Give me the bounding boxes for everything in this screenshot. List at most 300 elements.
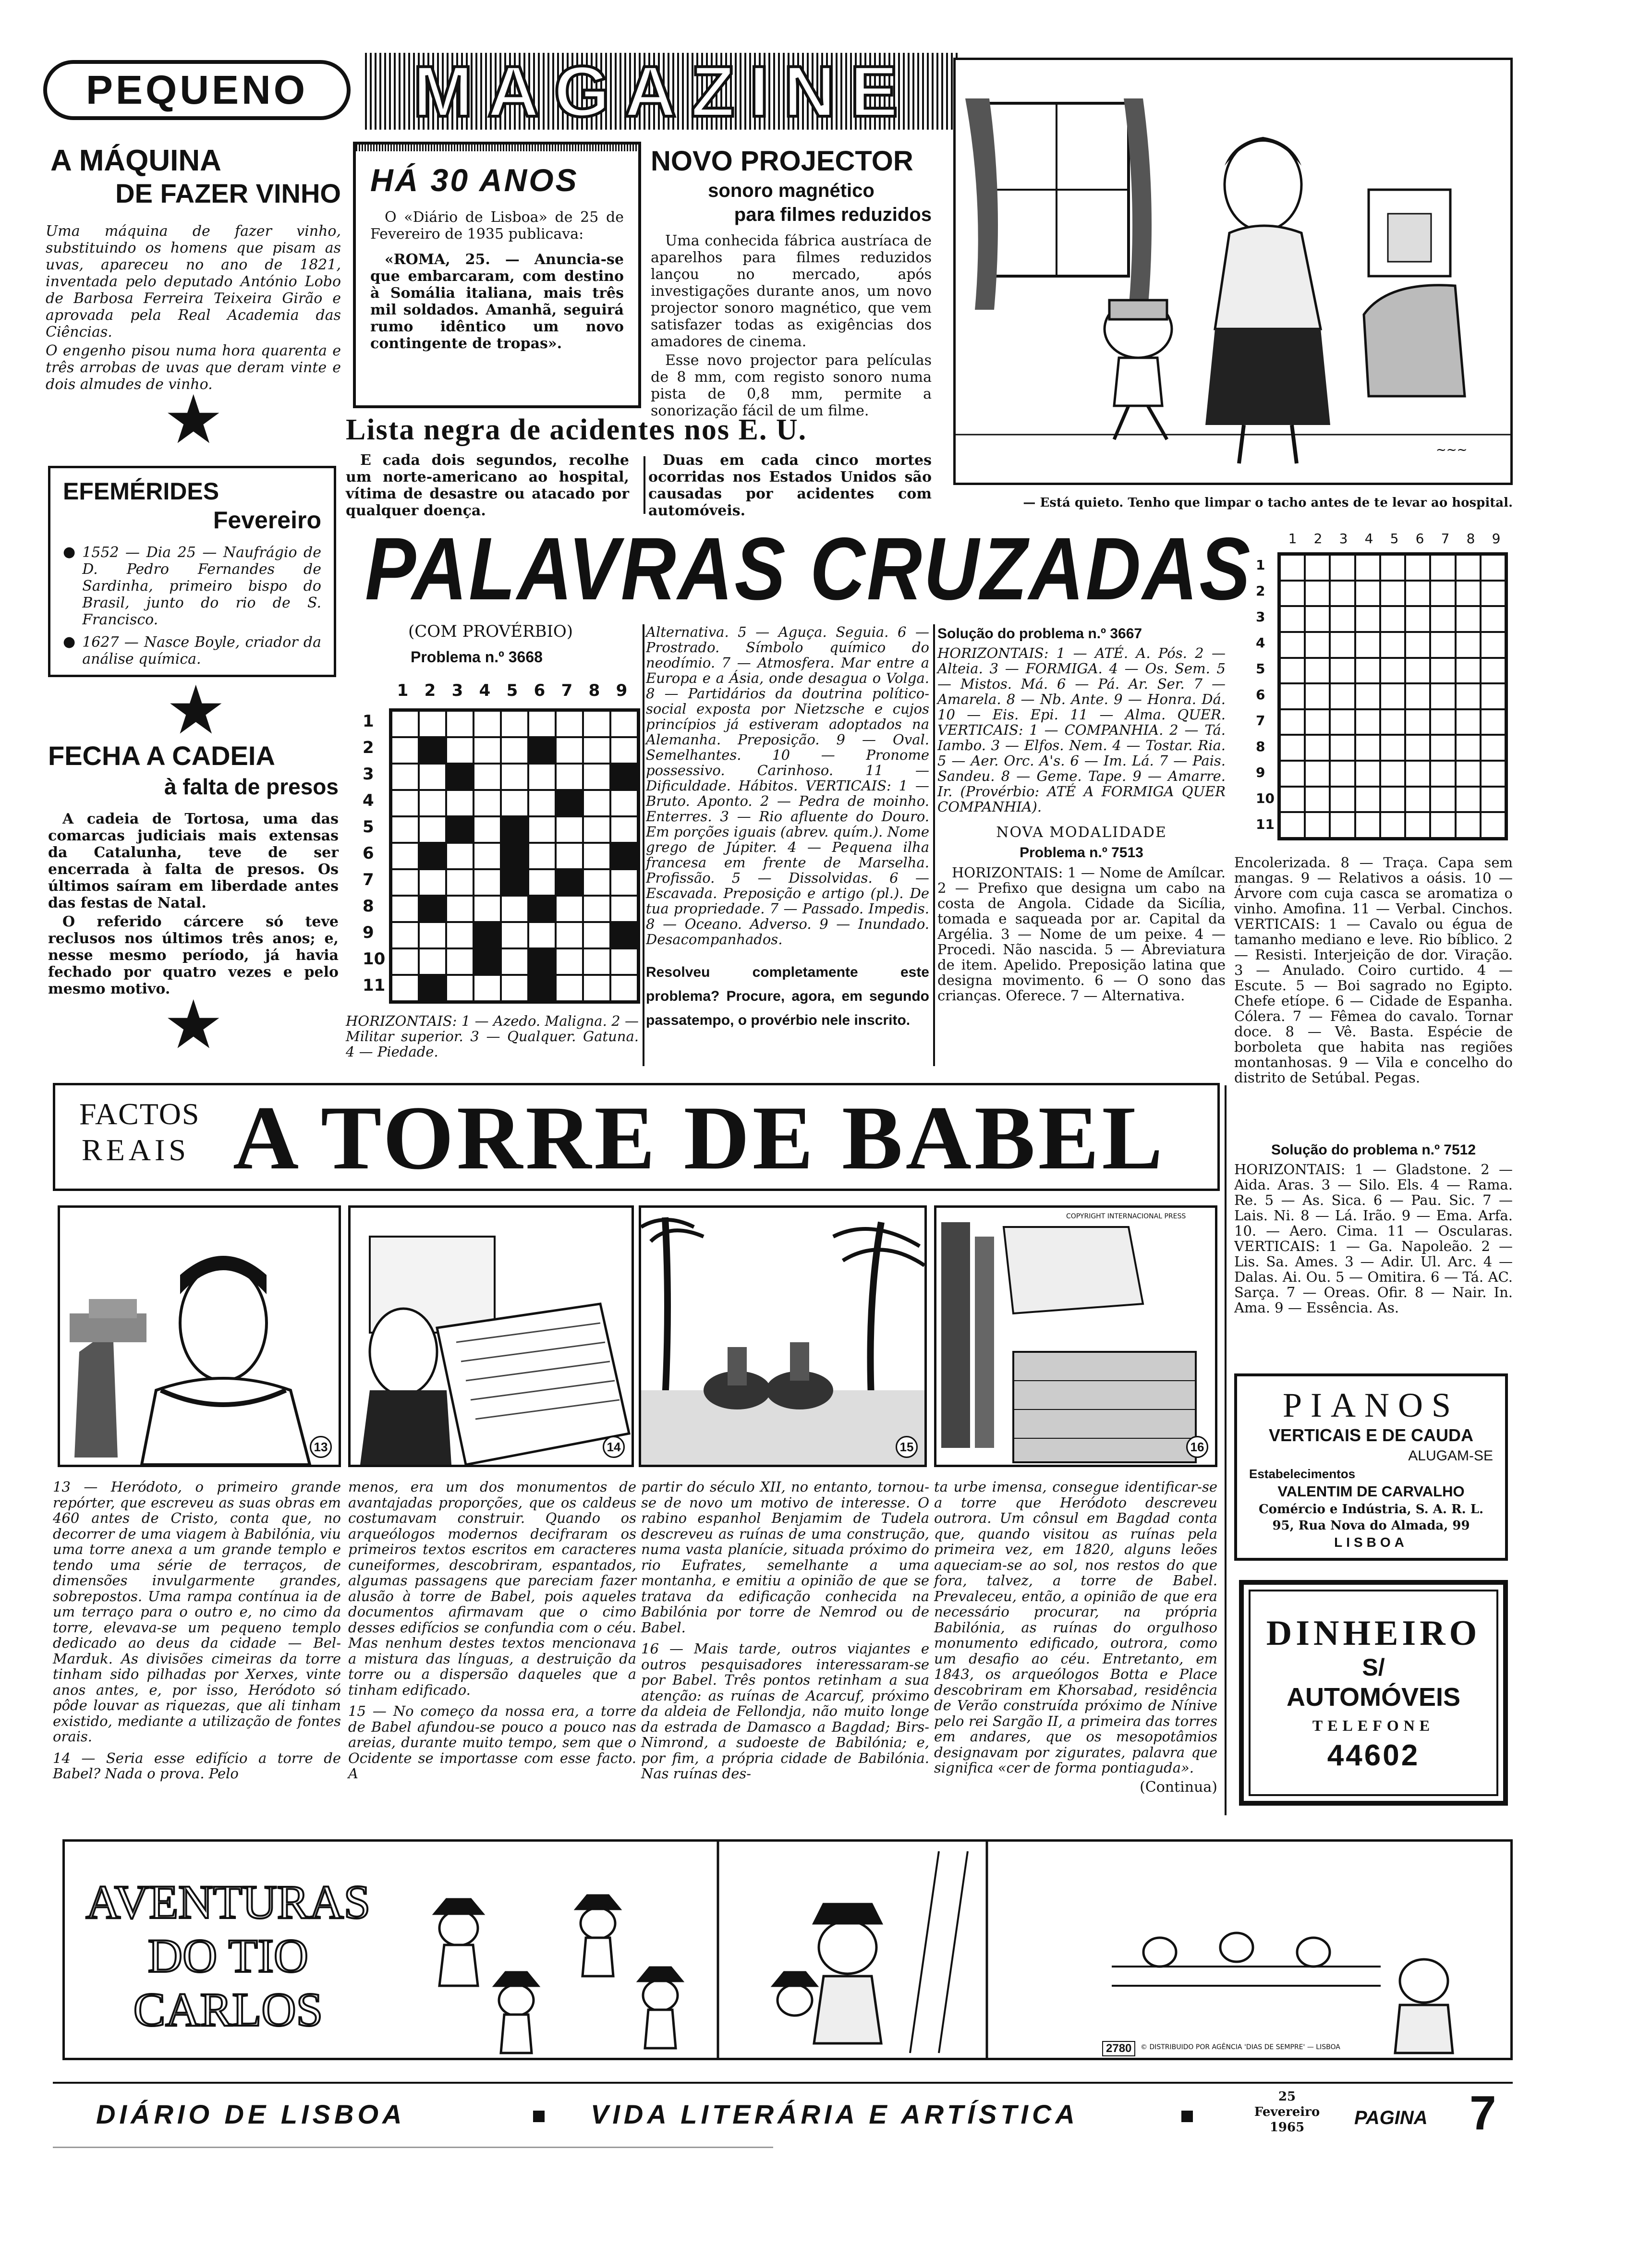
crossword-cell — [419, 711, 446, 737]
crossword-cell — [1481, 787, 1506, 813]
solution-title: Solução do problema n.º 7512 — [1271, 1142, 1476, 1158]
crossword-cell — [474, 922, 501, 948]
grid-number: 1 — [397, 681, 409, 700]
tio-distribution: © DISTRIBUIDO POR AGÊNCIA 'DIAS DE SEMPRE' — LISBOA — [1141, 2043, 1340, 2051]
crossword-cell — [1305, 735, 1330, 761]
efemerides-entry: 1552 — Dia 25 — Naufrágio de D. Pedro Fernandes de Sardinha, primeiro bispo do Brasil, junto do rio de S. Francisco. — [82, 544, 321, 628]
grid2-col-numbers — [1280, 531, 1510, 547]
crossword-cell — [610, 737, 638, 764]
crossword-cell — [1305, 812, 1330, 838]
tio-line2: DO TIO — [147, 1929, 309, 1982]
pianos-est: Estabelecimentos — [1249, 1467, 1356, 1481]
efemerides-month: Fevereiro — [213, 507, 321, 534]
crossword-cell — [501, 790, 528, 816]
crossword-cell — [1305, 787, 1330, 813]
palavras-title: PALAVRAS CRUZADAS — [365, 520, 1252, 619]
crossword-cell — [1456, 555, 1481, 581]
projector-sub1: sonoro magnético — [708, 180, 875, 201]
palavras-horiz: HORIZONTAIS: 1 — Azedo. Maligna. 2 — Militar superior. 3 — Qualquer. Gatuna. 4 — Piedade. — [346, 1013, 639, 1060]
crossword-cell — [474, 975, 501, 1001]
crossword-cell — [474, 896, 501, 922]
nova-text: HORIZONTAIS: 1 — Nome de Amílcar. 2 — Prefixo que designa um cabo na costa de Angola. Cidade da Sicília, tomada e saqueada por ar. Capital da Argélia. 3 — Nome de um peixe. 4 — Procedi. Não nascida. 5 — Abreviatura de item. Apelido. Preposição latina que designa movimento. 6 — O sono das crianças. Oferece. 7 — Alternativa. — [937, 864, 1226, 1004]
crossword-cell — [1481, 658, 1506, 684]
crossword-cell — [501, 975, 528, 1001]
crossword-cell — [446, 922, 474, 948]
footer-year: 1965 — [1269, 2120, 1305, 2135]
efemerides-box — [48, 466, 336, 677]
crossword-cell — [474, 816, 501, 843]
footer-bottom-rule — [53, 2147, 773, 2148]
cadeia-paragraph: A cadeia de Tortosa, uma das comarcas judiciais mais extensas da Catalunha, teve de ser encerrada à falta de presos. Os últimos saíram em liberdade antes das festas de Natal. — [48, 811, 339, 911]
grid-number: 4 — [363, 791, 374, 810]
babel-column — [348, 1479, 636, 1784]
right-clues: Encolerizada. 8 — Traça. Capa sem mangas. 9 — Relativos a oásis. 10 — Árvore com cuja casca se aromatiza o vinho. Amofina. 11 — Verbal. Cinchos. VERTICAIS: 1 — Cavalo ou égua de tamanho mediano e leve. Rio bíblico. 2 — Resisti. Interjeição de dor. Viração. 3 — Anulado. Coiro curtido. 4 — Escute. 5 — Boi sagrado no Egipto. Chefe etíope. 6 — Cidade de Espanha. Cólera. 7 — Fêmea do cavalo. Tornar doce. 8 — Vê. Basta. Espécie de borboleta que habita nas regiões montanhosas. 9 — Vila e concelho do distrito de Setúbal. Pegas. — [1234, 854, 1513, 1086]
footer-month: Fevereiro — [1254, 2105, 1320, 2119]
crossword-cell — [1456, 683, 1481, 709]
crossword-cell — [1280, 761, 1305, 787]
crossword-cell — [1305, 555, 1330, 581]
lista-paragraph: Duas em cada cinco mortes ocorridas nos Estados Unidos são causadas por acidentes com automóveis. — [648, 452, 932, 519]
crossword-cell — [1481, 555, 1506, 581]
grid-number: 8 — [363, 897, 374, 916]
crossword-cell — [583, 816, 610, 843]
crossword-cell — [610, 790, 638, 816]
grid-number: 5 — [1390, 531, 1399, 547]
grid-number: 3 — [363, 765, 374, 784]
trinta-box — [353, 142, 641, 408]
grid-number: 4 — [1364, 531, 1373, 547]
crossword-cell — [610, 816, 638, 843]
crossword-cell — [1330, 761, 1355, 787]
crossword-cell — [1280, 812, 1305, 838]
crossword-cell — [1355, 812, 1380, 838]
crossword-cell — [1405, 735, 1430, 761]
crossword-cell — [1355, 606, 1380, 632]
grid-number: 9 — [363, 923, 374, 942]
trinta-paragraph: O «Diário de Lisboa» de 25 de Fevereiro de 1935 publicava: — [370, 209, 624, 243]
crossword-cell — [1280, 555, 1305, 581]
grid-number: 8 — [1466, 531, 1475, 547]
babel-text: ta urbe imensa, consegue identificar-se a torre que Heródoto descreveu outrora. Um cônsul em Bagdad conta que, quando visitou as ruínas pela primeira vez, em 1820, alguns leões aqueciam-se ao sol, nos restos do que fora, talvez, a torre de Babel. Prevaleceu, então, a opinião de que era necessário procurar, na própria Babilónia, as ruínas do orgulhoso monumento edificado, outrora, como um desafio ao céu. Entretanto, em 1843, os arqueólogos Botta e Place descobriram em Khorsabad, residência de Verão construída próximo de Nínive pelo rei Sargão II, a primeira das torres em andares, que os mesopotâmios designavam por zigurates, palavra que significa «cer de forma pontiaguda». — [934, 1479, 1217, 1776]
dinheiro-s: S/ — [1362, 1654, 1385, 1681]
tio-line1: AVENTURAS — [85, 1875, 371, 1929]
babel-text: menos, era um dos monumentos de avantajadas proporções, que os caldeus costumavam construir. Quando os arqueólogos modernos decifraram os primeiros textos escritos em caracteres cuneiformes, descobriram, espantados, algumas passagens que pareciam fazer alusão à torre de Babel, pois aqueles documentos afirmavam que o cimo desses edifícios se confundia com o céu. Mas nenhum destes textos mencionava a mistura das línguas, a destruição da torre ou a dispersão daqueles que a tinham edificado. — [348, 1479, 636, 1698]
babel-column — [641, 1479, 929, 1784]
palavras-resolveu: Resolveu completamente este problema? Procure, agora, em segundo passatempo, o provérbio nele inscrito. — [646, 964, 929, 1028]
solution-title: Solução do problema n.º 3667 — [937, 626, 1142, 642]
crossword-cell — [1430, 658, 1455, 684]
trinta-border-hatch — [356, 145, 638, 151]
footer-page-number: 7 — [1470, 2086, 1496, 2140]
grid-number: 1 — [1256, 557, 1265, 573]
crossword-cell — [446, 869, 474, 896]
crossword-cell — [419, 843, 446, 869]
vinho-title2: DE FAZER VINHO — [115, 178, 341, 208]
masthead — [43, 48, 932, 134]
babel-panel-drawing — [936, 1208, 1215, 1465]
cadeia-article — [48, 740, 339, 999]
tio-title — [74, 1875, 382, 2037]
cartoon-caption: — Está quieto. Tenho que limpar o tacho antes de te levar ao hospital. — [1023, 496, 1513, 510]
dinheiro-title: DINHEIRO — [1266, 1614, 1481, 1653]
crossword-cell — [419, 948, 446, 975]
babel-column — [934, 1479, 1217, 1796]
grid-number: 10 — [363, 949, 386, 969]
crossword-cell — [1405, 555, 1430, 581]
projector-article — [651, 144, 932, 421]
crossword-cell — [610, 764, 638, 790]
grid-number: 5 — [506, 681, 518, 700]
grid-number: 7 — [363, 870, 374, 889]
crossword-cell — [419, 975, 446, 1001]
cartoon-panel — [953, 58, 1513, 485]
cadeia-title: FECHA A CADEIA — [48, 741, 275, 771]
crossword-cell — [1330, 606, 1355, 632]
crossword-cell — [1280, 632, 1305, 658]
crossword-cell — [419, 922, 446, 948]
crossword-cell — [528, 896, 556, 922]
panel-number: 14 — [603, 1436, 625, 1458]
column-rule — [933, 624, 935, 1066]
grid-col-numbers — [389, 681, 639, 700]
crossword-cell — [1430, 812, 1455, 838]
dinheiro-ad — [1239, 1580, 1508, 1806]
crossword-cell — [1305, 581, 1330, 607]
crossword-cell — [391, 922, 419, 948]
grid-number: 9 — [1256, 765, 1265, 780]
column-rule — [643, 624, 644, 1066]
crossword-cell — [1280, 581, 1305, 607]
solution-text: HORIZONTAIS: 1 — ATÉ. A. Pós. 2 — Alteia. 3 — FORMIGA. 4 — Os. Sem. 5 — Mistos. Má. 6 — Pá. Ar. Ser. 7 — Amarela. 8 — Nb. Ante. 9 — Honra. Dá. 10 — Eis. Epi. 11 — Alma. QUER. VERTICAIS: 1 — COMPANHIA. 2 — Tá. Iambo. 3 — Elfos. Nem. 4 — Tostar. Ria. 5 — Aer. Orc. A's. 6 — Im. Lá. 7 — Pais. Sandeu. 8 — Geme. Tape. 9 — Amarre. Ir. (Provérbio: ATÉ A FORMIGA QUER COMPANHIA). — [937, 645, 1226, 815]
grid-number: 6 — [534, 681, 546, 700]
crossword-cell — [1456, 787, 1481, 813]
solution-3667 — [937, 624, 1226, 1005]
crossword-cell — [1430, 555, 1455, 581]
lista-article — [346, 411, 932, 521]
babel-text: partir do século XII, no entanto, tornou-se de novo um motivo de interesse. O rabino espanhol Benjamim de Tudela descreveu as ruínas de uma construção, numa vasta planície, situada próximo do rio Eufrates, semelhante a uma montanha, e emitiu a opinião de que se tratava da edificação conhecida na Babilónia por torre de Nemrod ou de Babel. — [641, 1479, 929, 1636]
grid-number: 7 — [561, 681, 573, 700]
babel-continua: (Continua) — [1140, 1778, 1217, 1796]
grid-number: 2 — [424, 681, 436, 700]
crossword-cell — [1456, 812, 1481, 838]
crossword-cell — [1481, 632, 1506, 658]
tio-line3: CARLOS — [133, 1983, 323, 2036]
grid-number: 5 — [1256, 661, 1265, 677]
star-ornament: ★ — [166, 671, 226, 750]
crossword-cell — [556, 711, 583, 737]
crossword-cell — [446, 711, 474, 737]
crossword-cell — [1305, 606, 1330, 632]
crossword-cell — [528, 975, 556, 1001]
crossword-grid-3668 — [389, 708, 640, 1004]
crossword-cell — [1380, 709, 1405, 735]
crossword-cell — [610, 711, 638, 737]
grid-number: 11 — [1256, 816, 1275, 832]
crossword-cell — [1355, 709, 1380, 735]
star-ornament: ★ — [163, 986, 224, 1064]
masthead-pequeno: PEQUENO — [43, 60, 351, 120]
crossword-cell — [391, 948, 419, 975]
trinta-title: HÁ 30 ANOS — [370, 162, 579, 198]
pianos-city: LISBOA — [1334, 1535, 1408, 1550]
crossword-cell — [1456, 761, 1481, 787]
crossword-cell — [474, 764, 501, 790]
panel-number: 13 — [310, 1436, 332, 1458]
grid-number: 7 — [1256, 713, 1265, 729]
footer-pagina: PAGINA — [1354, 2107, 1428, 2128]
crossword-cell — [556, 816, 583, 843]
crossword-cell — [1280, 606, 1305, 632]
footer-date — [1244, 2089, 1330, 2135]
projector-sub2: para filmes reduzidos — [734, 204, 932, 225]
crossword-cell — [528, 948, 556, 975]
crossword-cell — [419, 764, 446, 790]
crossword-cell — [1380, 581, 1405, 607]
crossword-cell — [610, 975, 638, 1001]
crossword-cell — [1456, 709, 1481, 735]
palavras-clues: Alternativa. 5 — Aguça. Seguia. 6 — Prostrado. Símbolo químico do neodímio. 7 — Atmosfera. Mar entre a Europa e a Ásia, onde desagua o Volga. 8 — Partidários da doutrina político-social exposta por Nietzsche e cujos princípios já estiveram adoptados na Alemanha. Preposição. 9 — Oval. Semelhantes. 10 — Pronome possessivo. Carinhoso. 11 — Dificuldade. Hábitos. VERTICAIS: 1 — Bruto. Aponto. 2 — Pedra de moinho. Enterres. 3 — Rio afluente do Douro. Em porções iguais (abrev. quím.). Nome grego de Júpiter. 4 — Pequena ilha francesa em frente de Marselha. Profissão. 5 — Dissolvidas. 6 — Escavada. Preposição e artigo (pl.). De tua propriedade. 7 — Passado. Impedis. 8 — Oceano. Adverso. 9 — Inundado. Desacompanhados. — [646, 624, 929, 947]
crossword-cell — [1456, 581, 1481, 607]
crossword-cell — [1481, 812, 1506, 838]
crossword-cell — [1355, 658, 1380, 684]
crossword-cell — [1405, 606, 1430, 632]
crossword-cell — [1305, 658, 1330, 684]
crossword-cell — [1330, 632, 1355, 658]
crossword-cell — [446, 975, 474, 1001]
pianos-aluga: ALUGAM-SE — [1408, 1448, 1493, 1464]
problem-7513: Problema n.º 7513 — [1020, 845, 1143, 861]
crossword-cell — [391, 737, 419, 764]
tio-strip-drawing — [391, 1842, 1510, 2058]
crossword-cell — [474, 869, 501, 896]
crossword-cell — [528, 922, 556, 948]
babel-panel-drawing — [60, 1208, 339, 1465]
lista-paragraph: E cada dois segundos, recolhe um norte-americano ao hospital, vítima de desastre ou atacado por qualquer doença. — [346, 452, 629, 519]
grid-number: 2 — [1313, 531, 1323, 547]
dinheiro-tel: TELEFONE — [1312, 1717, 1435, 1734]
crossword-cell — [1305, 761, 1330, 787]
column-rule — [644, 456, 645, 514]
efemerides-entry: 1627 — Nasce Boyle, criador da análise química. — [82, 634, 321, 668]
crossword-cell — [1305, 632, 1330, 658]
crossword-cell — [501, 869, 528, 896]
panel-copyright: COPYRIGHT INTERNACIONAL PRESS — [1066, 1213, 1186, 1220]
crossword-cell — [1380, 812, 1405, 838]
crossword-cell — [419, 869, 446, 896]
pianos-com: Comércio e Indústria, S. A. R. L. — [1258, 1502, 1484, 1517]
crossword-cell — [610, 948, 638, 975]
tio-strip-num: 2780 — [1102, 2041, 1135, 2056]
crossword-cell — [446, 764, 474, 790]
babel-title: A TORRE DE BABEL — [233, 1088, 1166, 1189]
crossword-cell — [583, 790, 610, 816]
crossword-cell — [501, 711, 528, 737]
crossword-cell — [419, 737, 446, 764]
crossword-cell — [1280, 787, 1305, 813]
masthead-magazine: MAGAZINE — [413, 51, 912, 132]
crossword-cell — [1405, 581, 1430, 607]
crossword-cell — [556, 764, 583, 790]
crossword-cell — [1430, 709, 1455, 735]
crossword-cell — [474, 843, 501, 869]
crossword-cell — [583, 896, 610, 922]
vinho-article — [46, 144, 341, 395]
crossword-cell — [1481, 735, 1506, 761]
projector-title: NOVO PROJECTOR — [651, 146, 913, 177]
trinta-paragraph: «ROMA, 25. — Anuncia-se que embarcaram, com destino à Somália italiana, mais três mil soldados. Amanhã, seguirá rumo idêntico um novo contingente de tropas». — [370, 251, 624, 352]
footer-day: 25 — [1278, 2089, 1296, 2104]
square-bullet-icon — [1181, 2111, 1193, 2122]
crossword-cell — [610, 922, 638, 948]
crossword-cell — [391, 896, 419, 922]
star-ornament: ★ — [163, 381, 224, 459]
crossword-cell — [556, 843, 583, 869]
crossword-cell — [556, 790, 583, 816]
crossword-cell — [610, 869, 638, 896]
crossword-cell — [1430, 606, 1455, 632]
svg-text:~~~: ~~~ — [1436, 443, 1468, 457]
crossword-cell — [583, 843, 610, 869]
crossword-cell — [446, 790, 474, 816]
grid-number: 4 — [1256, 635, 1265, 651]
crossword-cell — [1355, 632, 1380, 658]
crossword-cell — [1481, 683, 1506, 709]
grid-number: 9 — [1492, 531, 1501, 547]
crossword-cell — [1355, 787, 1380, 813]
crossword-cell — [1330, 555, 1355, 581]
crossword-cell — [391, 869, 419, 896]
grid-number: 10 — [1256, 790, 1275, 806]
crossword-cell — [391, 711, 419, 737]
crossword-cell — [583, 737, 610, 764]
crossword-cell — [1380, 787, 1405, 813]
projector-paragraph: Esse novo projector para películas de 8 mm, com registo sonoro numa pista de 0,8 mm, permite a sonorização fácil de um filme. — [651, 352, 932, 419]
crossword-cell — [583, 764, 610, 790]
crossword-cell — [501, 948, 528, 975]
comic-panel — [58, 1205, 341, 1467]
grid-row-numbers — [363, 708, 385, 999]
cartoon-drawing — [956, 60, 1510, 483]
crossword-cell — [528, 764, 556, 790]
grid-number: 2 — [1256, 583, 1265, 599]
babel-text: 13 — Heródoto, o primeiro grande repórter, que escreveu as suas obras em 460 antes de Cristo, conta que, no decorrer de uma viagem à Babilónia, viu uma torre anexa a um grande templo e tendo uma série de terraços, de dimensões invulgarmente grandes, sobrepostos. Uma rampa contínua ia de um terraço para o outro e, no cimo da torre, elevava-se um pequeno templo dedicado ao deus da cidade — Bel-Marduk. As divisões cimeiras da torre tinham sido pilhadas por Xerxes, vinte anos antes, e, por isso, Heródoto só pôde louvar as riquezas, que ali tinham existido, mediante a utilização de fontes orais. — [53, 1479, 341, 1745]
grid-number: 1 — [363, 712, 374, 731]
crossword-cell — [556, 737, 583, 764]
crossword-cell — [1280, 658, 1305, 684]
crossword-cell — [1280, 683, 1305, 709]
square-bullet-icon — [533, 2111, 545, 2122]
crossword-cell — [528, 869, 556, 896]
crossword-cell — [556, 975, 583, 1001]
crossword-cell — [1330, 709, 1355, 735]
crossword-cell — [528, 737, 556, 764]
crossword-cell — [501, 816, 528, 843]
crossword-cell — [1405, 761, 1430, 787]
crossword-cell — [446, 737, 474, 764]
projector-paragraph: Uma conhecida fábrica austríaca de aparelhos para filmes reduzidos lançou no mercado, após investigações durante anos, um novo projector sonoro magnético, que vem satisfazer todas as exigências dos amadores de cinema. — [651, 232, 932, 350]
crossword-cell — [1430, 683, 1455, 709]
crossword-cell — [1430, 735, 1455, 761]
crossword-cell — [419, 790, 446, 816]
crossword-cell — [1380, 761, 1405, 787]
comic-panel — [934, 1205, 1217, 1467]
crossword-cell — [610, 843, 638, 869]
crossword-cell — [1430, 787, 1455, 813]
crossword-cell — [391, 843, 419, 869]
grid-number: 1 — [1288, 531, 1297, 547]
crossword-cell — [1305, 683, 1330, 709]
crossword-cell — [391, 790, 419, 816]
footer-rule — [53, 2082, 1513, 2084]
crossword-cell — [1405, 709, 1430, 735]
crossword-cell — [1405, 683, 1430, 709]
vinho-title1: A MÁQUINA — [50, 144, 221, 177]
crossword-cell — [1330, 658, 1355, 684]
grid-number: 2 — [363, 738, 374, 757]
crossword-cell — [1355, 761, 1380, 787]
crossword-cell — [419, 896, 446, 922]
crossword-cell — [474, 790, 501, 816]
crossword-cell — [501, 764, 528, 790]
grid-number: 9 — [616, 681, 628, 700]
pianos-ad — [1234, 1373, 1508, 1561]
crossword-cell — [1330, 683, 1355, 709]
crossword-cell — [1405, 787, 1430, 813]
crossword-cell — [1355, 683, 1380, 709]
crossword-cell — [1355, 735, 1380, 761]
crossword-cell — [583, 711, 610, 737]
comic-panel — [348, 1205, 634, 1467]
grid-number: 5 — [363, 817, 374, 837]
crossword-cell — [1481, 709, 1506, 735]
crossword-cell — [583, 975, 610, 1001]
dinheiro-num: 44602 — [1327, 1739, 1420, 1772]
grid-number: 3 — [451, 681, 463, 700]
palavras-problema: Problema n.º 3668 — [411, 648, 543, 666]
crossword-cell — [474, 737, 501, 764]
column-rule — [1225, 1085, 1227, 1815]
pianos-addr: 95, Rua Nova do Almada, 99 — [1272, 1518, 1470, 1533]
crossword-cell — [391, 816, 419, 843]
crossword-cell — [1330, 735, 1355, 761]
panel-number: 16 — [1186, 1436, 1208, 1458]
crossword-cell — [556, 948, 583, 975]
crossword-cell — [501, 737, 528, 764]
crossword-cell — [610, 896, 638, 922]
grid-number: 6 — [363, 844, 374, 863]
crossword-cell — [583, 869, 610, 896]
crossword-cell — [1355, 555, 1380, 581]
crossword-cell — [1380, 658, 1405, 684]
grid-number: 11 — [363, 976, 386, 995]
crossword-cell — [1456, 658, 1481, 684]
crossword-cell — [1456, 632, 1481, 658]
crossword-cell — [1280, 735, 1305, 761]
crossword-cell — [1330, 787, 1355, 813]
grid-number: 6 — [1415, 531, 1424, 547]
crossword-cell — [501, 843, 528, 869]
crossword-cell — [446, 948, 474, 975]
solution-text: HORIZONTAIS: 1 — Gladstone. 2 — Aida. Aras. 3 — Silo. Els. 4 — Rama. Re. 5 — As. Sica. 6 — Pau. Sic. 7 — Lais. Ni. 8 — Lá. Irão. 9 — Ema. Arfa. 10. — Aero. Cima. 11 — Oscularas. VERTICAIS: 1 — Ga. Napoleão. 2 — Lis. Sa. Ames. 3 — Adir. Ul. Arc. 4 — Dalas. Ai. Ou. 5 — Omitira. 6 — Tá. AC. Sarça. 7 — Oreas. Ofir. 8 — Nair. In. Ama. 9 — Essência. As. — [1234, 1161, 1513, 1316]
crossword-cell — [501, 896, 528, 922]
crossword-cell — [556, 869, 583, 896]
grid-number: 7 — [1441, 531, 1450, 547]
tio-strip — [62, 1839, 1513, 2060]
crossword-cell — [391, 975, 419, 1001]
grid-number: 3 — [1339, 531, 1348, 547]
crossword-cell — [446, 896, 474, 922]
crossword-cell — [1355, 581, 1380, 607]
